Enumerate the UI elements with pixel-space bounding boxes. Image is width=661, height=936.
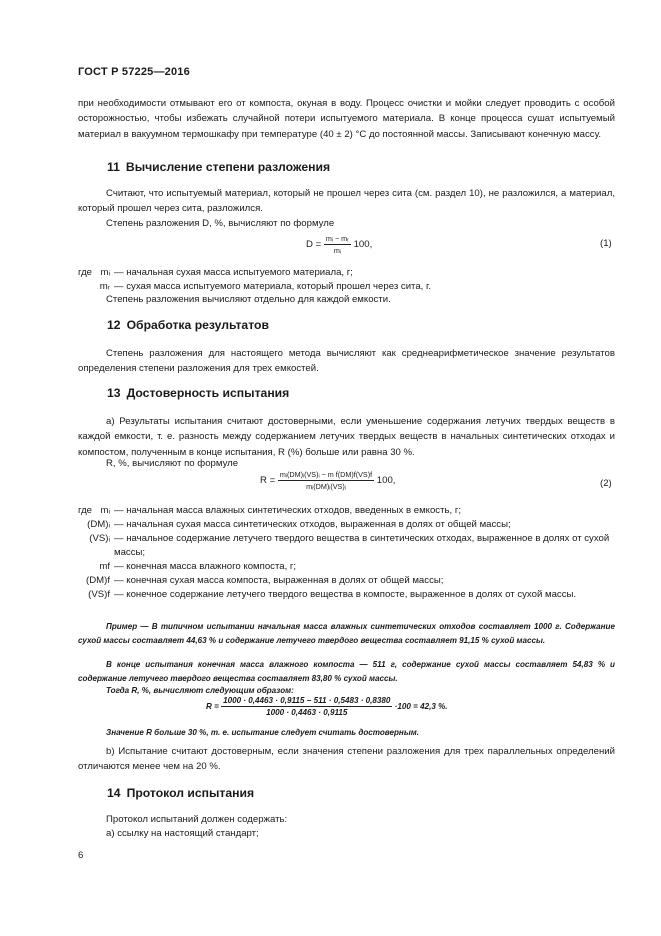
section-number: 11 — [107, 160, 120, 174]
legend-text: — начальная масса влажных синтетических отходов, введенных в емкость, г; — [114, 505, 461, 516]
sec11-paragraph-2: Степень разложения D, %, вычисляют по формуле — [106, 218, 335, 229]
sec11-paragraph-1: Считают, что испытуемый материал, который не прошел через сита (см. раздел 10), не разложился, а материал, который прошел через сита, разложился. — [78, 188, 615, 215]
sec13-item-a-formula-intro: R, %, вычисляют по формуле — [106, 458, 239, 469]
legend-symbol: (VS)f — [88, 589, 110, 600]
legend-symbol: mᵢ — [100, 267, 110, 278]
section-title: Обработка результатов — [126, 318, 269, 332]
legend-text: — конечная сухая масса компоста, выраженная в долях от общей массы; — [114, 575, 444, 586]
section-title: Протокол испытания — [126, 786, 255, 800]
legend-text: — конечное содержание летучего твердого вещества в компосте, выраженное в долях от сухой массы. — [114, 589, 577, 600]
sec12-paragraph-1: Степень разложения для настоящего метода вычисляют как среднеарифметическое значение результатов определения степени разложения для трех емкостей. — [78, 348, 615, 375]
formula-1 — [306, 234, 372, 255]
section-number: 13 — [107, 386, 121, 400]
section-12-heading — [107, 318, 269, 332]
legend-symbol: mf — [99, 561, 110, 572]
formula-lhs: D = — [306, 239, 322, 251]
legend-symbol: (DM)f — [86, 575, 110, 586]
formula-denominator: mᵢ — [333, 246, 341, 255]
formula-number: (1) — [600, 238, 612, 249]
legend-text: — конечная масса влажного компоста, г; — [114, 561, 297, 572]
legend-symbol: mᵢ — [100, 505, 110, 516]
section-14-heading — [107, 786, 254, 800]
legend-text: — начальная сухая масса испытуемого материала, г; — [114, 267, 353, 278]
legend-where: где — [78, 267, 93, 278]
sec11-paragraph-3: Степень разложения вычисляют отдельно для каждой емкости. — [106, 294, 391, 305]
formula-denominator: 1000 · 0,4463 · 0,9115 — [266, 708, 348, 717]
formula-fraction — [324, 234, 351, 255]
legend-where: где — [78, 505, 93, 516]
formula-numerator: 1000 · 0,4463 · 0,9115 − 511 · 0,5483 · 0,8380 — [223, 696, 391, 705]
section-title: Достоверность испытания — [126, 386, 290, 400]
legend-symbol: (VS)ᵢ — [89, 533, 110, 544]
legend-text: — сухая масса испытуемого материала, который прошел через сита, г. — [114, 281, 432, 292]
formula-numerator: mᵢ − mᵣ — [325, 234, 349, 243]
formula-denominator: mᵢ(DM)ᵢ(VS)ᵢ — [306, 482, 346, 491]
formula-fraction — [278, 470, 374, 491]
sec13-item-b: b) Испытание считают достоверным, если значения степени разложения для трех параллельных определений отличаются менее чем на 20 %. — [78, 746, 615, 773]
legend-text: — начальная сухая масса синтетических отходов, выраженная в долях от общей массы; — [114, 519, 511, 530]
sec14-item-a: а) ссылку на настоящий стандарт; — [106, 828, 259, 839]
formula-lhs: R = — [206, 702, 219, 711]
formula-fraction — [221, 696, 392, 717]
legend-symbol: mᵣ — [99, 281, 110, 292]
formula-number: (2) — [600, 478, 612, 489]
example-formula — [206, 696, 448, 717]
sec13-item-a: а) Результаты испытания считают достоверными, если уменьшение содержания летучих твердых веществ в каждой емкости, т. е. разность между содержанием летучих твердых веществ в начальных синтетических отходах и компостом, полученным в конце испытания, R (%) больше или равна 30 %. — [78, 416, 615, 458]
section-13-heading — [107, 386, 289, 400]
example-paragraph-1: Пример — В типичном испытании начальная масса влажных синтетических отходов составляет 1000 г. Содержание сухой массы составляет 44,63 % и содержание летучего твердого вещества составляет 91,15 % сухой массы. — [78, 622, 615, 645]
legend-text: — начальное содержание летучего твердого вещества в синтетических отходах, выраженное в долях от сухой массы; — [114, 533, 610, 558]
section-number: 14 — [107, 786, 121, 800]
legend-symbol: (DM)ᵢ — [87, 519, 110, 530]
intro-paragraph: при необходимости отмывают его от компоста, окуная в воду. Процесс очистки и мойки следует проводить с особой осторожностью, чтобы избежать случайной потери испытуемого материала. В конце процесса сушат испытуемый материал в вакуумном термошкафу при температуре (40 ± 2) °С до постоянной массы. Записывают конечную массу. — [78, 98, 615, 140]
formula-2 — [260, 470, 395, 491]
section-number: 12 — [107, 318, 121, 332]
sec14-paragraph-1: Протокол испытаний должен содержать: — [106, 814, 288, 825]
formula-numerator: mᵢ(DM)ᵢ(VS)ᵢ − m f(DM)f(VS)f — [279, 470, 373, 479]
formula-tail: 100, — [353, 239, 373, 251]
formula-tail: ·100 = 42,3 %. — [394, 702, 448, 711]
section-11-heading — [107, 160, 330, 174]
example-paragraph-3: Тогда R, %, вычисляют следующим образом: — [106, 686, 294, 695]
standard-header: ГОСТ Р 57225—2016 — [78, 66, 190, 78]
example-paragraph-2: В конце испытания конечная масса влажного компоста — 511 г, содержание сухой массы составляет 54,83 % и содержание летучего твердого вещества составляет 83,80 % сухой массы. — [78, 660, 615, 683]
formula-tail: 100, — [376, 475, 396, 487]
example-paragraph-4: Значение R больше 30 %, т. е. испытание следует считать достоверным. — [106, 728, 419, 737]
section-title: Вычисление степени разложения — [125, 160, 331, 174]
page-number: 6 — [78, 850, 84, 861]
formula-lhs: R = — [260, 475, 276, 487]
